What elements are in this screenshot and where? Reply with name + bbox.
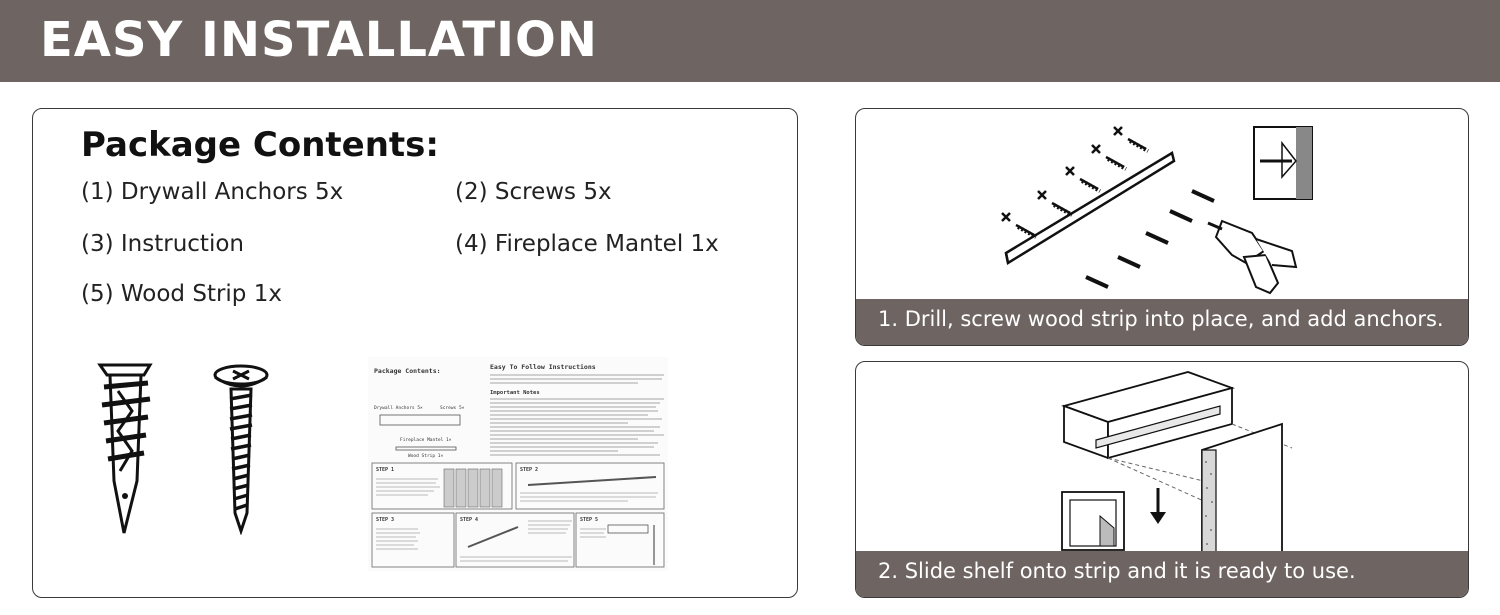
sheet-header-right: Easy To Follow Instructions: [490, 363, 596, 371]
step-1-panel: [855, 108, 1469, 346]
step-2-caption: 2. Slide shelf onto strip and it is ready to use.: [878, 559, 1356, 583]
item-screws: (2) Screws 5x: [455, 179, 612, 205]
sheet-step-4: STEP 4: [460, 517, 479, 523]
drywall-anchor-icon: [88, 361, 163, 539]
instruction-sheet-image: [368, 357, 668, 571]
drill-screw-strip-illustration: [996, 117, 1326, 297]
item-drywall-anchors: (1) Drywall Anchors 5x: [81, 179, 344, 205]
sheet-step-3: STEP 3: [376, 517, 395, 523]
item-fireplace-mantel: (4) Fireplace Mantel 1x: [455, 231, 719, 257]
step-2-panel: [855, 361, 1469, 598]
screw-icon: [211, 363, 271, 535]
sheet-header-left: Package Contents:: [374, 367, 441, 375]
sheet-step-2: STEP 2: [520, 467, 539, 473]
package-contents-panel: [32, 108, 798, 598]
sheet-label-screws: Screws 5×: [440, 406, 465, 411]
sheet-label-anchors: Drywall Anchors 5×: [374, 406, 423, 411]
sheet-step-5: STEP 5: [580, 517, 599, 523]
item-wood-strip: (5) Wood Strip 1x: [81, 281, 282, 307]
package-contents-title: Package Contents:: [81, 125, 440, 165]
sheet-label-strip: Wood Strip 1×: [408, 454, 444, 459]
slide-shelf-illustration: [1056, 366, 1326, 552]
sheet-important: Important Notes: [490, 390, 540, 396]
step-1-caption: 1. Drill, screw wood strip into place, and add anchors.: [878, 307, 1444, 331]
page-title: EASY INSTALLATION: [40, 12, 598, 68]
step-1-caption-bar: [856, 299, 1468, 345]
item-instruction: (3) Instruction: [81, 231, 244, 257]
sheet-label-mantel: Fireplace Mantel 1×: [400, 438, 452, 443]
step-2-caption-bar: [856, 551, 1468, 597]
header-banner: [0, 0, 1500, 82]
sheet-step-1: STEP 1: [376, 467, 395, 473]
